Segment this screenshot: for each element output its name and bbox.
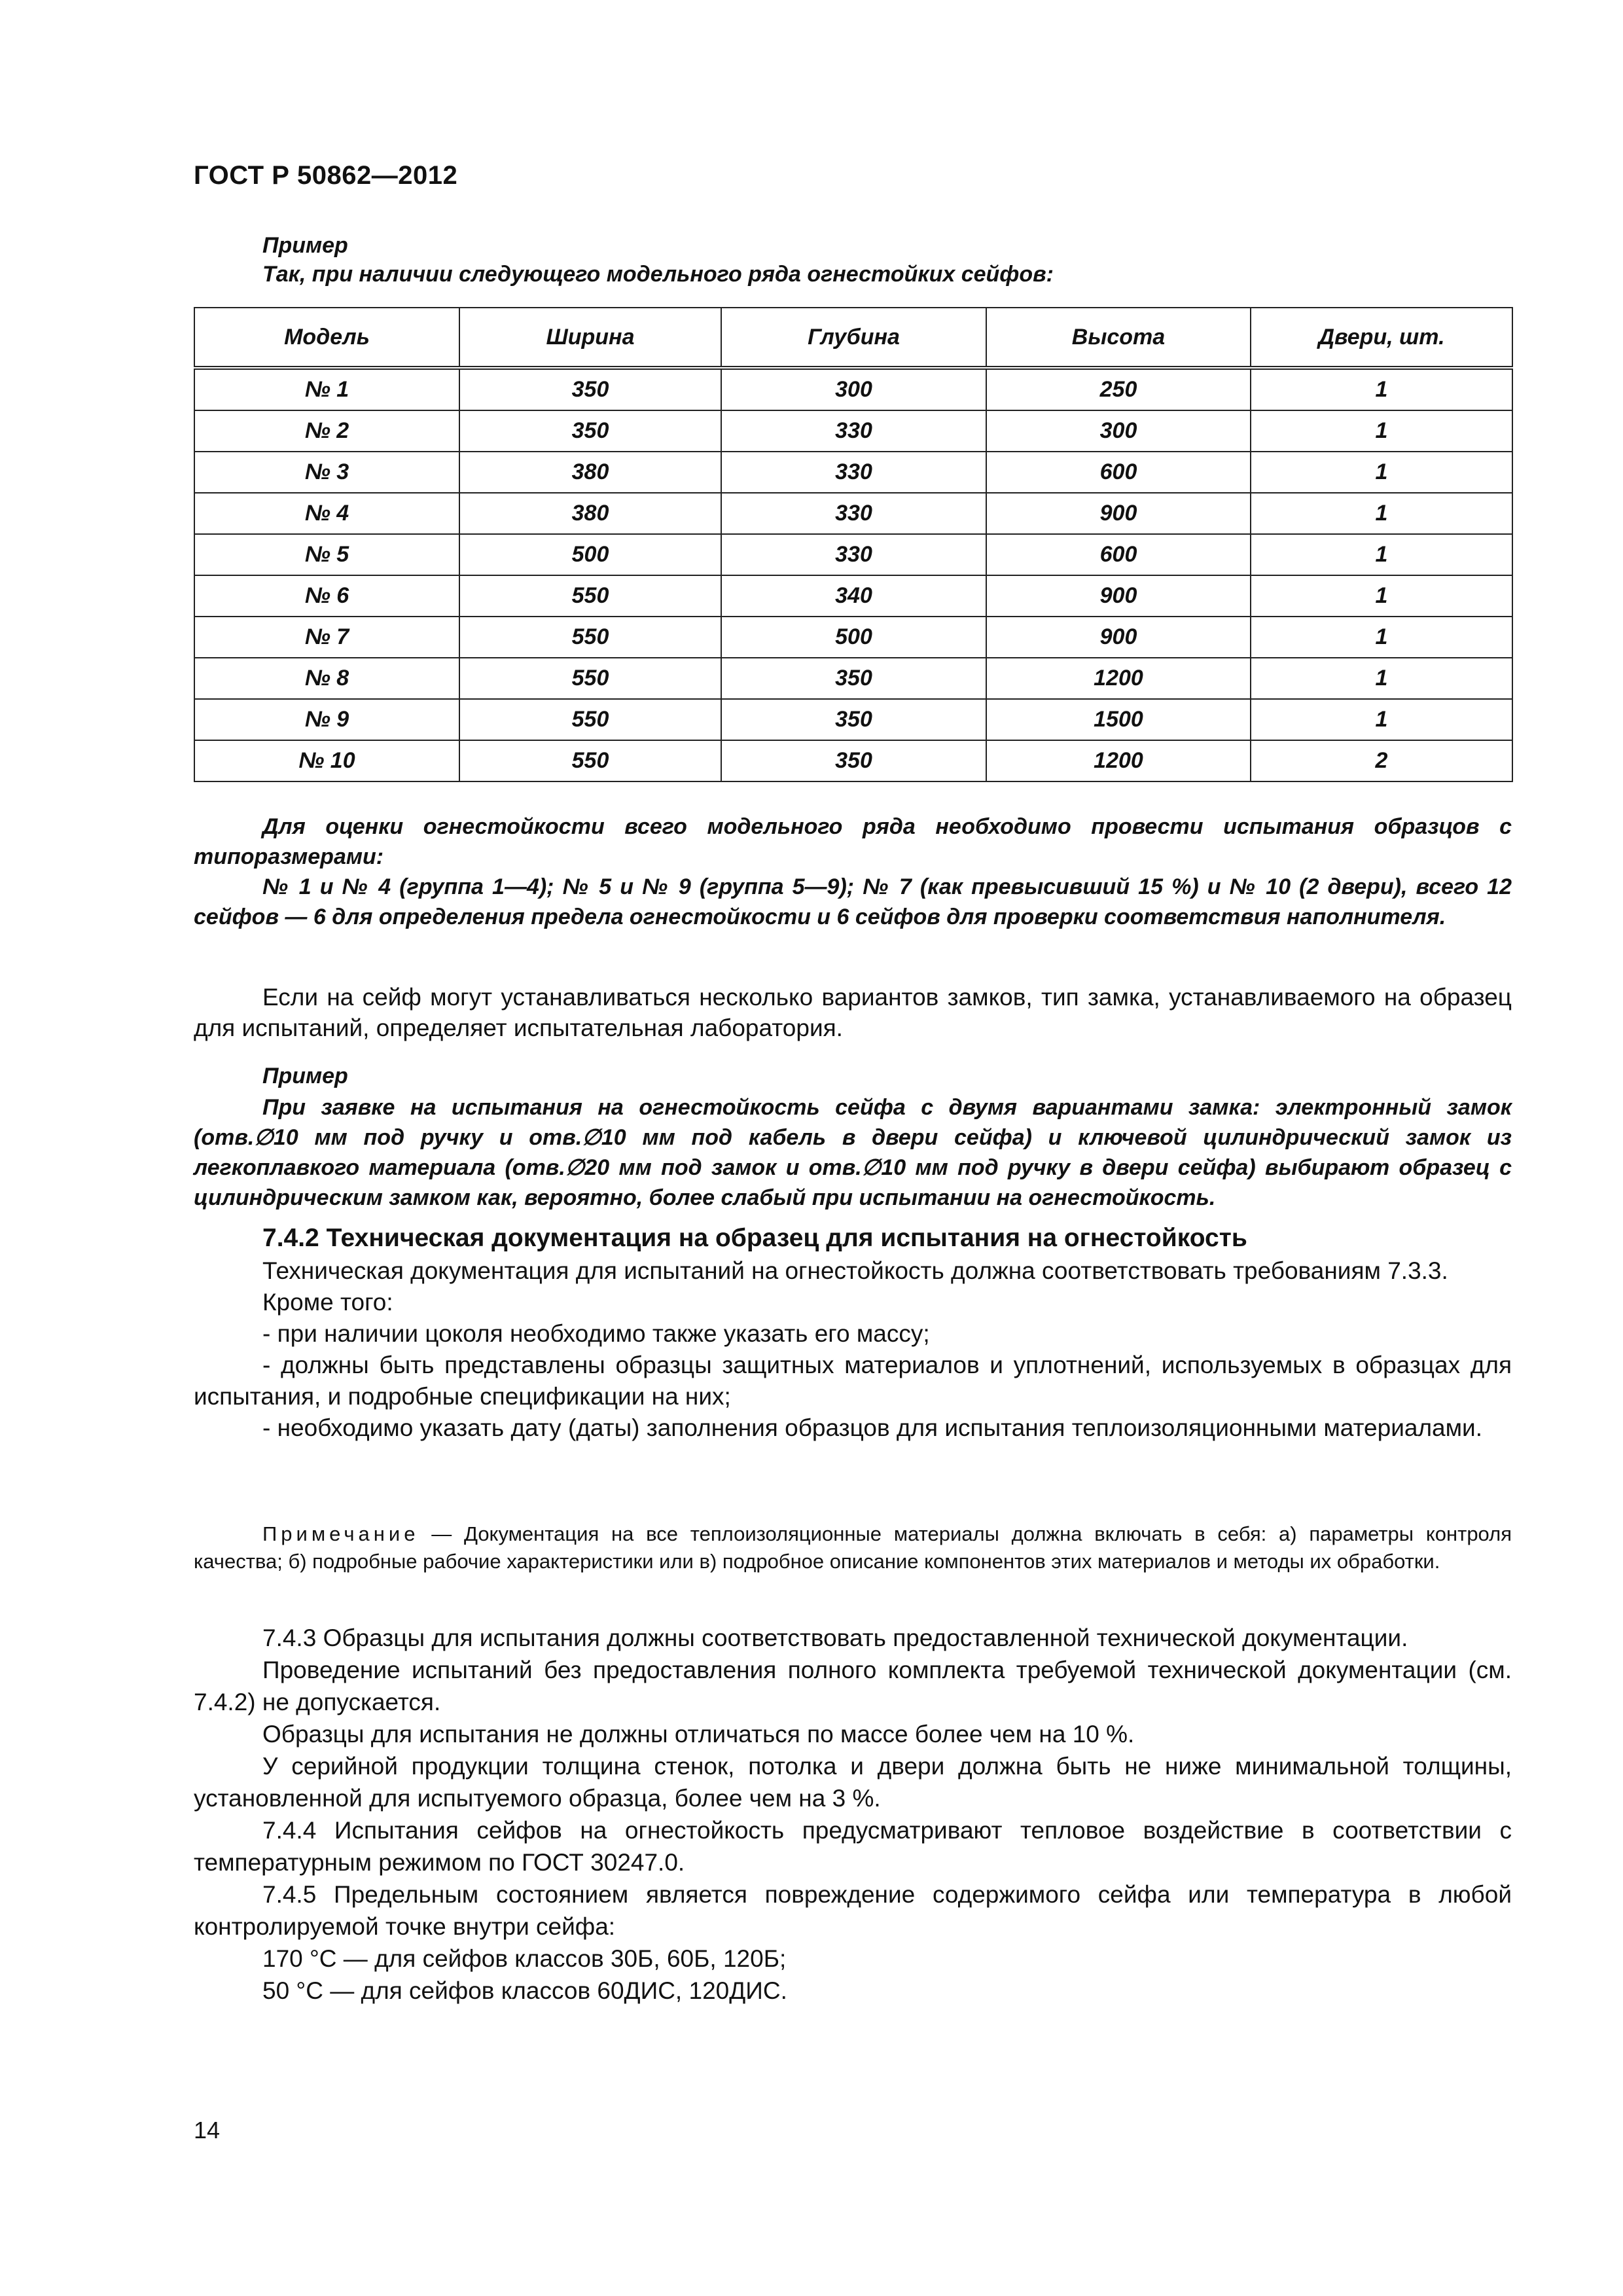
table-cell: 350 bbox=[721, 699, 986, 740]
note-lead: Примечание bbox=[262, 1522, 419, 1545]
table-cell: № 5 bbox=[194, 534, 459, 575]
table-cell: 550 bbox=[459, 575, 721, 617]
table-cell: 330 bbox=[721, 410, 986, 452]
table-cell: 1 bbox=[1251, 493, 1512, 534]
table-cell: 550 bbox=[459, 658, 721, 699]
table-cell: 1 bbox=[1251, 617, 1512, 658]
table-cell: 380 bbox=[459, 493, 721, 534]
table-cell: № 9 bbox=[194, 699, 459, 740]
paragraph: 7.4.3 Образцы для испытания должны соответствовать предоставленной технической документации. bbox=[262, 1624, 1408, 1651]
table-cell: № 8 bbox=[194, 658, 459, 699]
column-header: Модель bbox=[194, 308, 459, 368]
table-row bbox=[194, 534, 1512, 575]
list-item: - при наличии цоколя необходимо также указать его массу; bbox=[262, 1320, 930, 1347]
table-cell: № 6 bbox=[194, 575, 459, 617]
table-cell: 550 bbox=[459, 699, 721, 740]
table-cell: 550 bbox=[459, 740, 721, 781]
table-cell: № 3 bbox=[194, 452, 459, 493]
table-row bbox=[194, 617, 1512, 658]
table-cell: № 1 bbox=[194, 368, 459, 410]
conclusion-line-2: № 1 и № 4 (группа 1—4); № 5 и № 9 (группа 5—9); № 7 (как превысивший 15 %) и № 10 (2 двери), всего 12 сейфов — 6 для определения предела огнестойкости и 6 сейфов для проверки соответствия наполнителя. bbox=[194, 874, 1512, 929]
sections-7-4-3-to-7-4-5 bbox=[194, 1622, 1512, 2007]
paragraph: Техническая документация для испытаний на огнестойкость должна соответствовать требованиям 7.3.3. bbox=[262, 1257, 1448, 1284]
example-2-title: Пример bbox=[262, 1064, 348, 1088]
table-cell: № 4 bbox=[194, 493, 459, 534]
paragraph: 7.4.4 Испытания сейфов на огнестойкость предусматривают тепловое воздействие в соответствии с температурным режимом по ГОСТ 30247.0. bbox=[194, 1817, 1512, 1876]
list-item: - необходимо указать дату (даты) заполнения образцов для испытания теплоизоляционными материалами. bbox=[262, 1414, 1483, 1441]
column-header: Высота bbox=[986, 308, 1251, 368]
table-cell: 350 bbox=[459, 410, 721, 452]
table-cell: 500 bbox=[459, 534, 721, 575]
table-row bbox=[194, 410, 1512, 452]
section-7-4-2-body bbox=[194, 1255, 1512, 1444]
table-cell: 600 bbox=[986, 534, 1251, 575]
table-cell: 1 bbox=[1251, 452, 1512, 493]
paragraph: Кроме того: bbox=[262, 1289, 393, 1316]
conclusion-line-1: Для оценки огнестойкости всего модельного ряда необходимо провести испытания образцов с типоразмерами: bbox=[194, 814, 1512, 869]
column-header: Глубина bbox=[721, 308, 986, 368]
list-item: 170 °С — для сейфов классов 30Б, 60Б, 120Б; bbox=[262, 1945, 787, 1972]
table-cell: 300 bbox=[721, 368, 986, 410]
note-block bbox=[194, 1520, 1512, 1575]
example-2 bbox=[194, 1061, 1512, 1213]
table-cell: 330 bbox=[721, 493, 986, 534]
table-cell: 550 bbox=[459, 617, 721, 658]
table-cell: 1 bbox=[1251, 699, 1512, 740]
table-cell: 330 bbox=[721, 452, 986, 493]
list-item: 50 °С — для сейфов классов 60ДИС, 120ДИС. bbox=[262, 1977, 787, 2004]
paragraph: 7.4.5 Предельным состоянием является повреждение содержимого сейфа или температура в любой контролируемой точке внутри сейфа: bbox=[194, 1881, 1512, 1940]
table-cell: 350 bbox=[721, 658, 986, 699]
table-cell: 330 bbox=[721, 534, 986, 575]
table-cell: 1 bbox=[1251, 368, 1512, 410]
table-cell: 1200 bbox=[986, 658, 1251, 699]
table-cell: 350 bbox=[721, 740, 986, 781]
table-cell: 350 bbox=[459, 368, 721, 410]
safe-models-table bbox=[194, 307, 1513, 782]
table-cell: 600 bbox=[986, 452, 1251, 493]
list-item: - должны быть представлены образцы защитных материалов и уплотнений, используемых в образцах для испытания, и подробные спецификации на них; bbox=[194, 1352, 1512, 1410]
example-intro: Так, при наличии следующего модельного ряда огнестойких сейфов: bbox=[262, 262, 1054, 287]
example-2-text: При заявке на испытания на огнестойкость сейфа с двумя вариантами замка: электронный замок (отв.∅10 мм под ручку и отв.∅10 мм под кабель в двери сейфа) и ключевой цилиндрический замок из легкоплавкого материала (отв.∅20 мм под замок и отв.∅10 мм под ручку в двери сейфа) выбирают образец с цилиндрическим замком как, вероятно, более слабый при испытании на огнестойкость. bbox=[194, 1095, 1512, 1210]
example-conclusion bbox=[194, 812, 1512, 932]
table-cell: 340 bbox=[721, 575, 986, 617]
column-header: Ширина bbox=[459, 308, 721, 368]
table-cell: 2 bbox=[1251, 740, 1512, 781]
table-row bbox=[194, 493, 1512, 534]
table-cell: 900 bbox=[986, 617, 1251, 658]
paragraph: Образцы для испытания не должны отличаться по массе более чем на 10 %. bbox=[262, 1721, 1135, 1748]
paragraph: Проведение испытаний без предоставления полного комплекта требуемой технической документации (см. 7.4.2) не допускается. bbox=[194, 1657, 1512, 1715]
table-header-row bbox=[194, 308, 1512, 368]
table-cell: 1 bbox=[1251, 410, 1512, 452]
table-cell: 900 bbox=[986, 493, 1251, 534]
column-header: Двери, шт. bbox=[1251, 308, 1512, 368]
table-row bbox=[194, 452, 1512, 493]
table-row bbox=[194, 575, 1512, 617]
note-text: — Документация на все теплоизоляционные материалы должна включать в себя: а) параметры контроля качества; б) подробные рабочие характеристики или в) подробное описание компонентов этих материалов и методы их обработки. bbox=[194, 1522, 1512, 1573]
note bbox=[194, 1520, 1512, 1575]
table-cell: № 7 bbox=[194, 617, 459, 658]
table-cell: № 10 bbox=[194, 740, 459, 781]
table-row bbox=[194, 699, 1512, 740]
table-cell: 1 bbox=[1251, 575, 1512, 617]
table-cell: 900 bbox=[986, 575, 1251, 617]
example-title: Пример bbox=[262, 233, 348, 258]
table-cell: 380 bbox=[459, 452, 721, 493]
table-cell: 500 bbox=[721, 617, 986, 658]
table-row bbox=[194, 740, 1512, 781]
table-cell: 1200 bbox=[986, 740, 1251, 781]
table-cell: 1 bbox=[1251, 534, 1512, 575]
table-row bbox=[194, 368, 1512, 410]
table-cell: 1 bbox=[1251, 658, 1512, 699]
table-cell: 250 bbox=[986, 368, 1251, 410]
table-cell: 300 bbox=[986, 410, 1251, 452]
table-cell: 1500 bbox=[986, 699, 1251, 740]
page-number: 14 bbox=[194, 2117, 221, 2144]
standard-header: ГОСТ Р 50862—2012 bbox=[194, 161, 458, 190]
table-row bbox=[194, 658, 1512, 699]
section-7-4-2-heading: 7.4.2 Техническая документация на образец для испытания на огнестойкость bbox=[262, 1224, 1247, 1252]
table-cell: № 2 bbox=[194, 410, 459, 452]
lock-paragraph: Если на сейф могут устанавливаться несколько вариантов замков, тип замка, устанавливаемого на образец для испытаний, определяет испытательная лаборатория. bbox=[194, 984, 1512, 1041]
paragraph: У серийной продукции толщина стенок, потолка и двери должна быть не ниже минимальной толщины, установленной для испытуемого образца, более чем на 3 %. bbox=[194, 1753, 1512, 1812]
lock-paragraph-block bbox=[194, 982, 1512, 1043]
